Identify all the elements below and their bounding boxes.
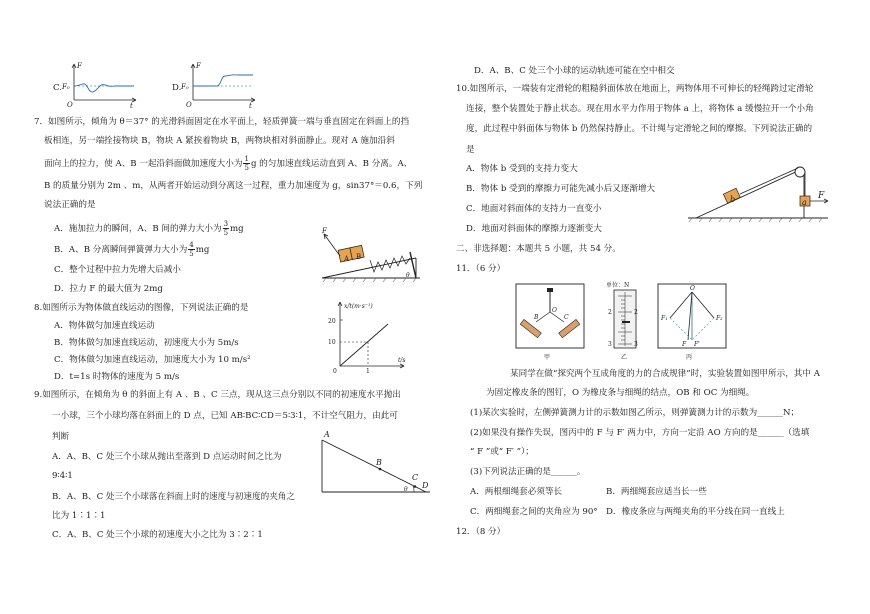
q9-fig-point-d: D: [422, 481, 429, 490]
q7-option-a: A．施加拉力的瞬间，A、B 间的弹力大小为 $\frac{3}{5}$ mg: [54, 220, 244, 237]
q9-fig-point-a: A: [324, 430, 330, 439]
q7-line3: [44, 155, 412, 172]
q7-fig-force-label: F: [322, 227, 327, 235]
q11-fig-jia-o: O: [552, 307, 557, 314]
q8-option-a: A．物体做匀加速直线运动: [54, 321, 155, 331]
q7-line3-b: g 的匀加速直线运动直到 A、B 分离。A、: [250, 159, 413, 169]
q8-fig-y-label: x/t(m·s⁻¹): [344, 303, 373, 310]
q7-line2: 板相连，另一端拴接物块 B，物块 A 紧挨着物块 B，两物块相对斜面静止。现对 A 施加沿斜: [44, 136, 395, 146]
force-time-graph-c: [62, 60, 138, 108]
graph-d-letter: D.: [172, 83, 182, 93]
q8-option-d: D．t=1s 时物体的速度为 5 m/s: [54, 372, 180, 382]
q11-fig-bing-fprime: F': [694, 341, 700, 348]
q12-heading: 12．（8 分）: [456, 527, 506, 537]
q9-fig-point-c: C: [412, 473, 419, 482]
graph-c-letter: C.: [53, 83, 63, 93]
q7-line4: B 的质量分别为 2m 、m，从两者开始运动到分离这一过程，重力加速度为 g，sin37°＝0.6，下列: [44, 181, 423, 191]
graph-d-axis-f0: F₀: [181, 83, 189, 91]
q7-line5: 说法正确的是: [44, 200, 96, 210]
q7-option-a-fraction: $\frac{3}{5}$: [223, 220, 229, 237]
q10-line4: 是: [466, 145, 475, 155]
q9-line3: 判断: [52, 432, 70, 442]
q9-option-d: D．A、B、C 处三个小球的运动轨迹可能在空中相交: [474, 66, 675, 76]
q11-fig-jia-b: B: [534, 314, 539, 321]
q11-figure-jia: [514, 282, 588, 362]
graph-d-axis-f: F: [196, 62, 201, 70]
q10-option-b: B．物体 b 受到的摩擦力可能先减小后又逐渐增大: [466, 184, 656, 194]
graph-d-axis-t: t: [249, 102, 252, 110]
q8-line1: 8.如图所示为物体做直线运动的图像，下列说法正确的是: [34, 303, 249, 313]
q7-fig-block-b: B: [356, 253, 362, 261]
graph-c-axis-f0: F₀: [62, 83, 70, 91]
q11-figure-yi-spring-scale: [604, 282, 644, 362]
q11-fig-tick-3: 3: [608, 341, 612, 348]
q10-fig-block-b: b: [730, 195, 736, 204]
q11-fig-bing-f1: F₁: [661, 315, 668, 322]
q8-fig-tick-10: 10: [328, 339, 336, 346]
q7-fraction-one-fifth: $\frac{1}{5}$: [244, 155, 249, 172]
q7-option-d: D．拉力 F 的最大值为 2mg: [54, 284, 163, 294]
q7-option-b: B．A、B 分离瞬间弹簧弹力大小为 $\frac{4}{5}$ mg: [54, 241, 210, 258]
graph-c-axis-t: t: [130, 102, 133, 110]
q7-option-c: C．整个过程中拉力先增大后减小: [54, 265, 181, 275]
q11-fig-caption-bing: 丙: [686, 354, 693, 361]
q8-fig-tick-1: 1: [366, 368, 370, 375]
q10-option-a: A．物体 b 受到的支持力变大: [466, 164, 578, 174]
q8-velocity-graph: [322, 298, 408, 374]
q11-sub1: (1)某次实验时，左侧弹簧测力计的示数如图乙所示，则弹簧测力计的示数为______N；: [470, 408, 800, 418]
q11-line2: 为固定橡皮条的图钉，O 为橡皮条与细绳的结点，OB 和 OC 为细绳。: [486, 388, 755, 398]
q11-line1: 某同学在做“探究两个互成角度的力的合成规律”时，实验装置如图甲所示，其中 A: [510, 369, 820, 379]
q8-option-b: B．物体做匀加速直线运动，初速度大小为 5m/s: [54, 338, 239, 348]
q9-line1: 9.如图所示，在倾角为 θ 的斜面上有 A 、B 、C 三点，现从这三点分别以不同的初速度水平抛出: [34, 390, 401, 400]
q10-option-c: C．地面对斜面体的支持力一直变小: [466, 204, 602, 214]
q9-option-a-line2: 9∶4∶1: [52, 471, 73, 481]
q10-line1: 10.如图所示，一端装有定滑轮的粗糙斜面体放在地面上，两物体用不可伸长的轻绳跨过定滑轮: [456, 84, 814, 94]
q7-fig-angle: θ: [406, 272, 410, 279]
q11-fig-tick-2-right: 2: [634, 309, 638, 316]
q11-fig-tick-3-right: 3: [634, 341, 638, 348]
q7-incline-spring-figure: [318, 228, 424, 284]
q11-option-d: D．橡皮条应与两绳夹角的平分线在同一直线上: [606, 507, 785, 517]
q11-fig-bing-f: F: [682, 341, 687, 348]
q11-sub2b: “ F ”或“ F′ ”）；: [470, 447, 534, 457]
q10-fig-force: F: [818, 191, 825, 201]
q11-figure-bing-force-diagram: [656, 282, 730, 362]
q7-option-b-fraction: $\frac{4}{5}$: [189, 241, 194, 258]
q11-fig-tick-2: 2: [608, 309, 612, 316]
q9-option-c: C．A、B、C 处三个小球的初速度大小之比为 3∶2∶1: [52, 530, 263, 540]
q10-line3: 度，此过程中斜面体与物体 b 仍然保持静止。不计绳与定滑轮之间的摩擦。下列说法正确的: [466, 124, 813, 134]
q11-fig-jia-c: C: [564, 314, 569, 321]
q11-fig-unit: 单位：N: [606, 282, 630, 289]
force-time-graph-d: [181, 60, 257, 108]
q11-option-a: A．两根细绳套必须等长: [470, 487, 563, 497]
q11-fig-bing-f2: F₂: [716, 315, 723, 322]
graph-c-origin: O: [67, 101, 73, 109]
graph-c-axis-f: F: [77, 62, 82, 70]
section-2-heading: 二、非选择题：本题共 5 小题，共 54 分。: [456, 244, 621, 254]
q7-line1: 7．如图所示，倾角为 θ＝37° 的光滑斜面固定在水平面上，轻质弹簧一端与垂直固定在斜面上的挡: [34, 117, 410, 127]
q9-option-b-line2: 比为 1∶1∶1: [52, 511, 106, 521]
q11-fig-caption-jia: 甲: [544, 354, 551, 361]
q7-fig-block-a: A: [344, 255, 350, 263]
q9-option-b-line1: B．A、B、C 处三个小球落在斜面上时的速度与初速度的夹角之: [52, 492, 295, 502]
q8-fig-tick-20: 20: [328, 318, 336, 325]
q8-fig-tick-0: 0: [333, 368, 337, 375]
q10-pulley-incline-figure: [686, 156, 832, 230]
q11-sub2: (2)如果没有操作失误，图丙中的 F 与 F′ 两力中，方向一定沿 AO 方向的是______（选填: [470, 428, 810, 438]
q11-heading: 11．（6 分）: [456, 264, 506, 274]
q11-fig-caption-yi: 乙: [621, 354, 628, 361]
q9-incline-figure: [318, 430, 434, 500]
q8-option-c: C．物体做匀加速直线运动，加速度大小为 10 m/s²: [54, 355, 251, 365]
q11-option-b: B．两细绳套应适当长一些: [606, 487, 707, 497]
q9-option-a-line1: A．A、B、C 处三个小球从抛出至落到 D 点运动时间之比为: [52, 452, 282, 462]
q8-fig-x-label: t/s: [398, 357, 406, 364]
q10-fig-block-a: a: [802, 198, 807, 207]
q7-line3-a: 面向上的拉力，使 A、B 一起沿斜面做加速度大小为: [44, 159, 243, 169]
q11-fig-bing-o: O: [690, 285, 695, 292]
q10-line2: 连接，整个装置处于静止状态。现在用水平力作用于物体 a 上，将物体 a 缓慢拉开一个小角: [466, 104, 814, 114]
q11-option-c: C．两细绳套之间的夹角应为 90°: [470, 507, 598, 517]
graph-d-origin: O: [186, 101, 192, 109]
q9-fig-point-b: B: [376, 458, 382, 467]
q10-option-d: D．地面对斜面体的摩擦力逐渐变大: [466, 224, 602, 234]
q9-line2: 一小球，三个小球均落在斜面上的 D 点，已知 AB∶BC∶CD＝5∶3∶1，不计空气阻力，由此可: [52, 411, 398, 421]
q11-sub3: (3)下列说法正确的是______。: [470, 467, 586, 477]
q9-fig-angle: θ: [404, 486, 408, 493]
